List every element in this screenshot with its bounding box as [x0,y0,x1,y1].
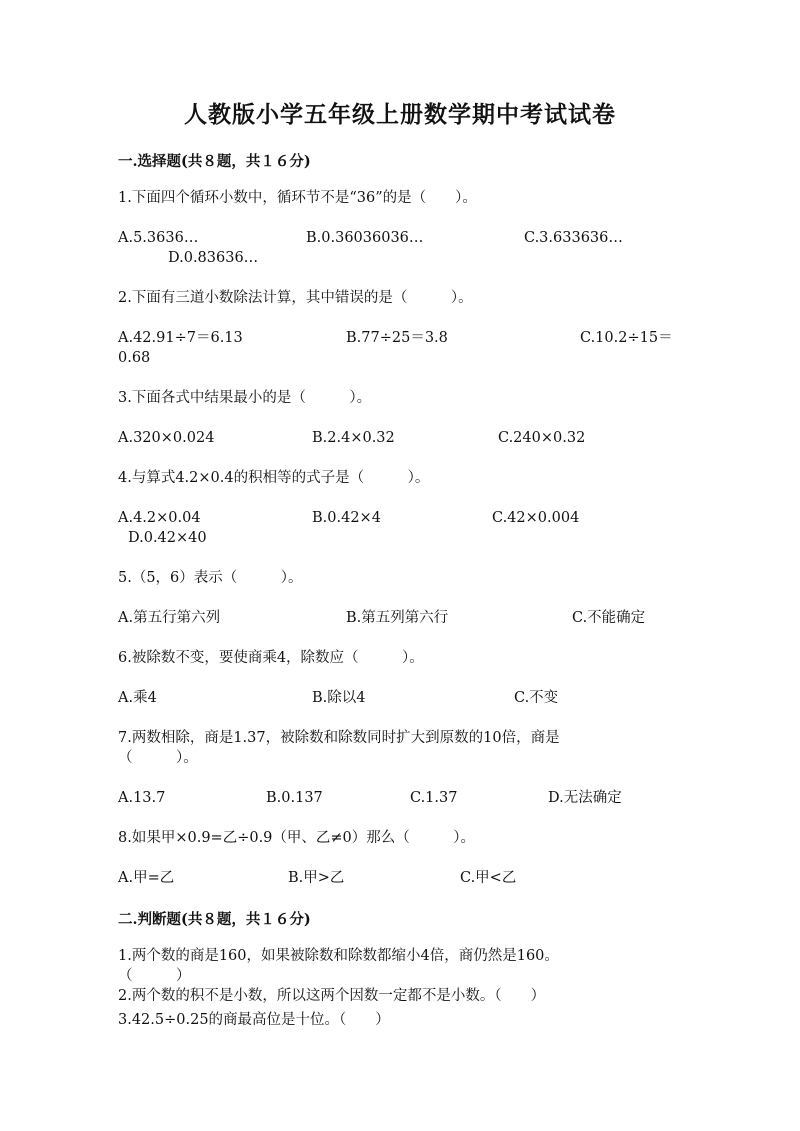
question-option: D.无法确定 [548,790,622,806]
question-stem: 2.下面有三道小数除法计算，其中错误的是（ ）。 [118,290,473,306]
question-option: A.第五行第六列 [118,610,221,626]
question-option: B.除以4 [312,690,366,706]
question-option: 0.68 [118,350,151,366]
question-option: A.5.3636… [118,230,199,246]
question-option: B.0.42×4 [312,510,381,526]
question-option: C.10.2÷15＝ [580,330,673,346]
question-option: C.3.633636… [524,230,623,246]
question-option: A.42.91÷7＝6.13 [118,330,243,346]
question-stem: 6.被除数不变，要使商乘4，除数应（ ）。 [118,650,424,666]
judgment-item: 2.两个数的积不是小数，所以这两个因数一定都不是小数。（ ） [118,988,546,1004]
page-title: 人教版小学五年级上册数学期中考试试卷 [184,101,616,128]
question-option: C.42×0.004 [492,510,580,526]
question-stem: 3.下面各式中结果最小的是（ ）。 [118,390,372,406]
question-option: B.第五列第六行 [346,610,449,626]
question-option: C.甲<乙 [460,870,517,886]
question-stem: 5.（5，6）表示（ ）。 [118,570,303,586]
question-option: D.0.42×40 [128,530,207,546]
question-option: B.0.137 [266,790,323,806]
judgment-item-continued: （ ） [118,968,191,984]
question-option: B.2.4×0.32 [312,430,395,446]
question-stem: 1.下面四个循环小数中，循环节不是“36”的是（ ）。 [118,190,477,206]
question-option: A.13.7 [118,790,166,806]
question-option: A.乘4 [118,690,157,706]
question-stem-continued: （ ）。 [118,750,198,766]
question-stem: 4.与算式4.2×0.4的积相等的式子是（ ）。 [118,470,430,486]
judgment-item: 1.两个数的商是160，如果被除数和除数都缩小4倍，商仍然是160。 [118,948,559,964]
question-stem: 8.如果甲×0.9=乙÷0.9（甲、乙≠0）那么（ ）。 [118,830,476,846]
question-option: B.0.36036036… [306,230,424,246]
question-option: C.不能确定 [572,610,646,626]
question-option: A.320×0.024 [118,430,215,446]
question-option: B.77÷25＝3.8 [346,330,448,346]
question-option: B.甲>乙 [288,870,345,886]
question-option: C.不变 [514,690,559,706]
question-option: A.甲=乙 [118,870,175,886]
question-option: A.4.2×0.04 [118,510,201,526]
section-heading-choice: 一.选择题(共８题，共１６分) [118,153,311,170]
question-stem: 7.两数相除，商是1.37，被除数和除数同时扩大到原数的10倍，商是 [118,730,560,746]
question-option: C.240×0.32 [498,430,586,446]
judgment-item: 3.42.5÷0.25的商最高位是十位。（ ） [118,1012,390,1028]
section-heading-judgment: 二.判断题(共８题，共１６分) [118,911,311,928]
question-option: D.0.83636… [168,250,259,266]
question-option: C.1.37 [410,790,458,806]
